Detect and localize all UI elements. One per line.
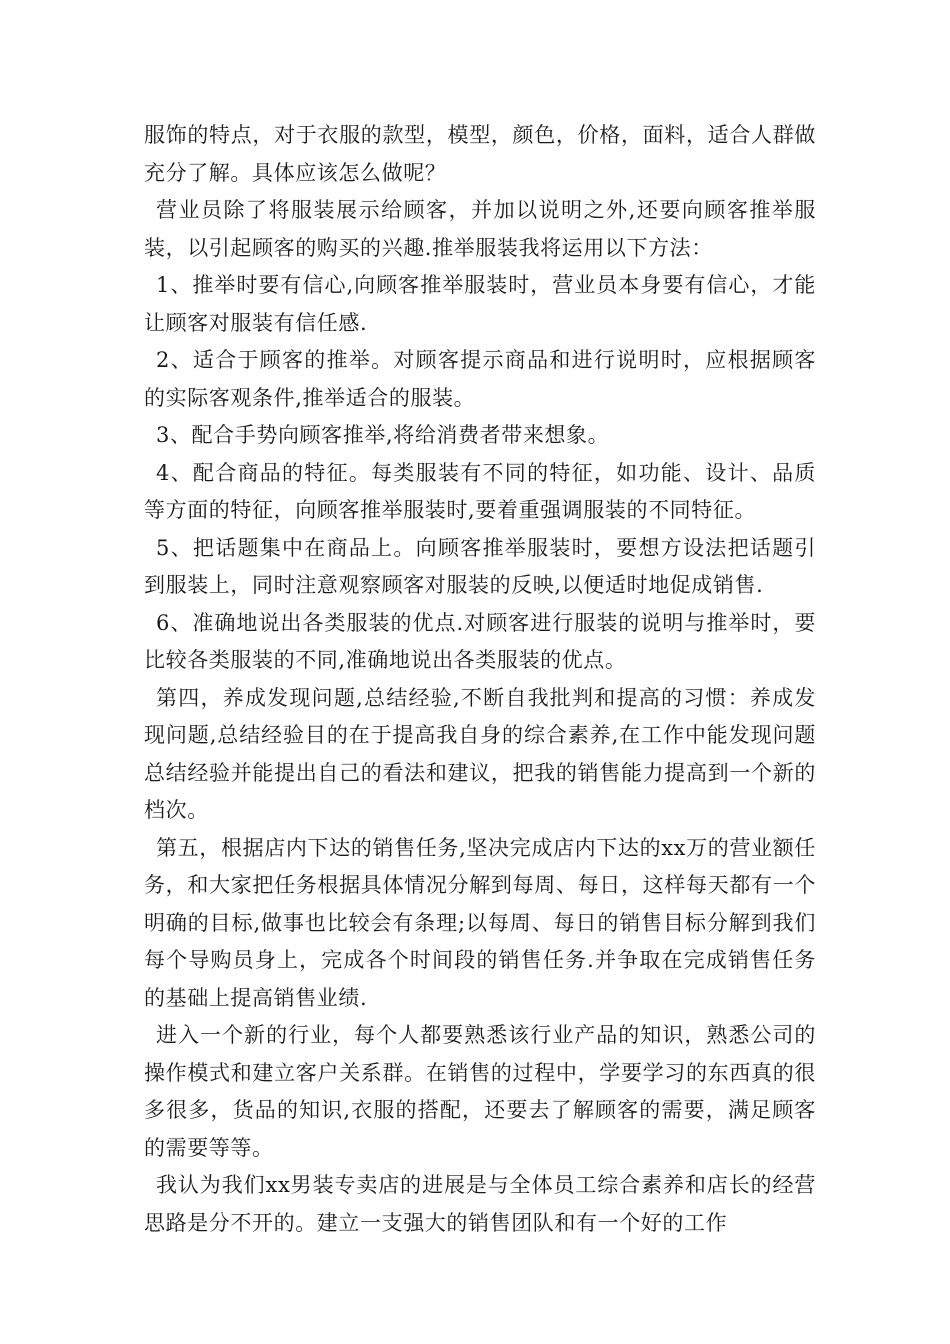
paragraph: 第四，养成发现问题,总结经验,不断自我批判和提高的习惯：养成发现问题,总结经验目的在于提高我自身的综合素养,在工作中能发现问题总结经验并能提出自己的看法和建议，把我的销售能力提高到一个新的档次。 <box>144 685 816 822</box>
paragraph: 进入一个新的行业，每个人都要熟悉该行业产品的知识，熟悉公司的操作模式和建立客户关系群。在销售的过程中，学要学习的东西真的很多很多，货品的知识,衣服的搭配，还要去了解顾客的需要，满足顾客的需要等等。 <box>144 1023 816 1160</box>
list-item: 5、把话题集中在商品上。向顾客推举服装时，要想方设法把话题引到服装上，同时注意观察顾客对服装的反映,以便适时地促成销售. <box>144 535 816 597</box>
paragraph: 服饰的特点，对于衣服的款型，模型，颜色，价格，面料，适合人群做充分了解。具体应该怎么做呢？ <box>144 123 816 185</box>
list-item: 1、推举时要有信心,向顾客推举服装时，营业员本身要有信心，才能让顾客对服装有信任感. <box>144 273 816 335</box>
document-body <box>144 117 816 1242</box>
paragraph: 第五，根据店内下达的销售任务,坚决完成店内下达的xx万的营业额任务，和大家把任务根据具体情况分解到每周、每日，这样每天都有一个明确的目标,做事也比较会有条理;以每周、每日的销售目标分解到我们每个导购员身上，完成各个时间段的销售任务.并争取在完成销售任务的基础上提高销售业绩. <box>144 835 816 1010</box>
paragraph: 营业员除了将服装展示给顾客，并加以说明之外,还要向顾客推举服装，以引起顾客的购买的兴趣.推举服装我将运用以下方法： <box>144 198 816 260</box>
list-item: 4、配合商品的特征。每类服装有不同的特征，如功能、设计、品质等方面的特征，向顾客推举服装时,要着重强调服装的不同特征。 <box>144 460 816 522</box>
list-item: 3、配合手势向顾客推举,将给消费者带来想象。 <box>156 423 610 447</box>
paragraph: 我认为我们xx男装专卖店的进展是与全体员工综合素养和店长的经营思路是分不开的。建立一支强大的销售团队和有一个好的工作 <box>144 1173 816 1235</box>
list-item: 6、准确地说出各类服装的优点.对顾客进行服装的说明与推举时，要比较各类服装的不同,准确地说出各类服装的优点。 <box>144 610 816 672</box>
list-item: 2、适合于顾客的推举。对顾客提示商品和进行说明时，应根据顾客的实际客观条件,推举适合的服装。 <box>144 348 816 410</box>
